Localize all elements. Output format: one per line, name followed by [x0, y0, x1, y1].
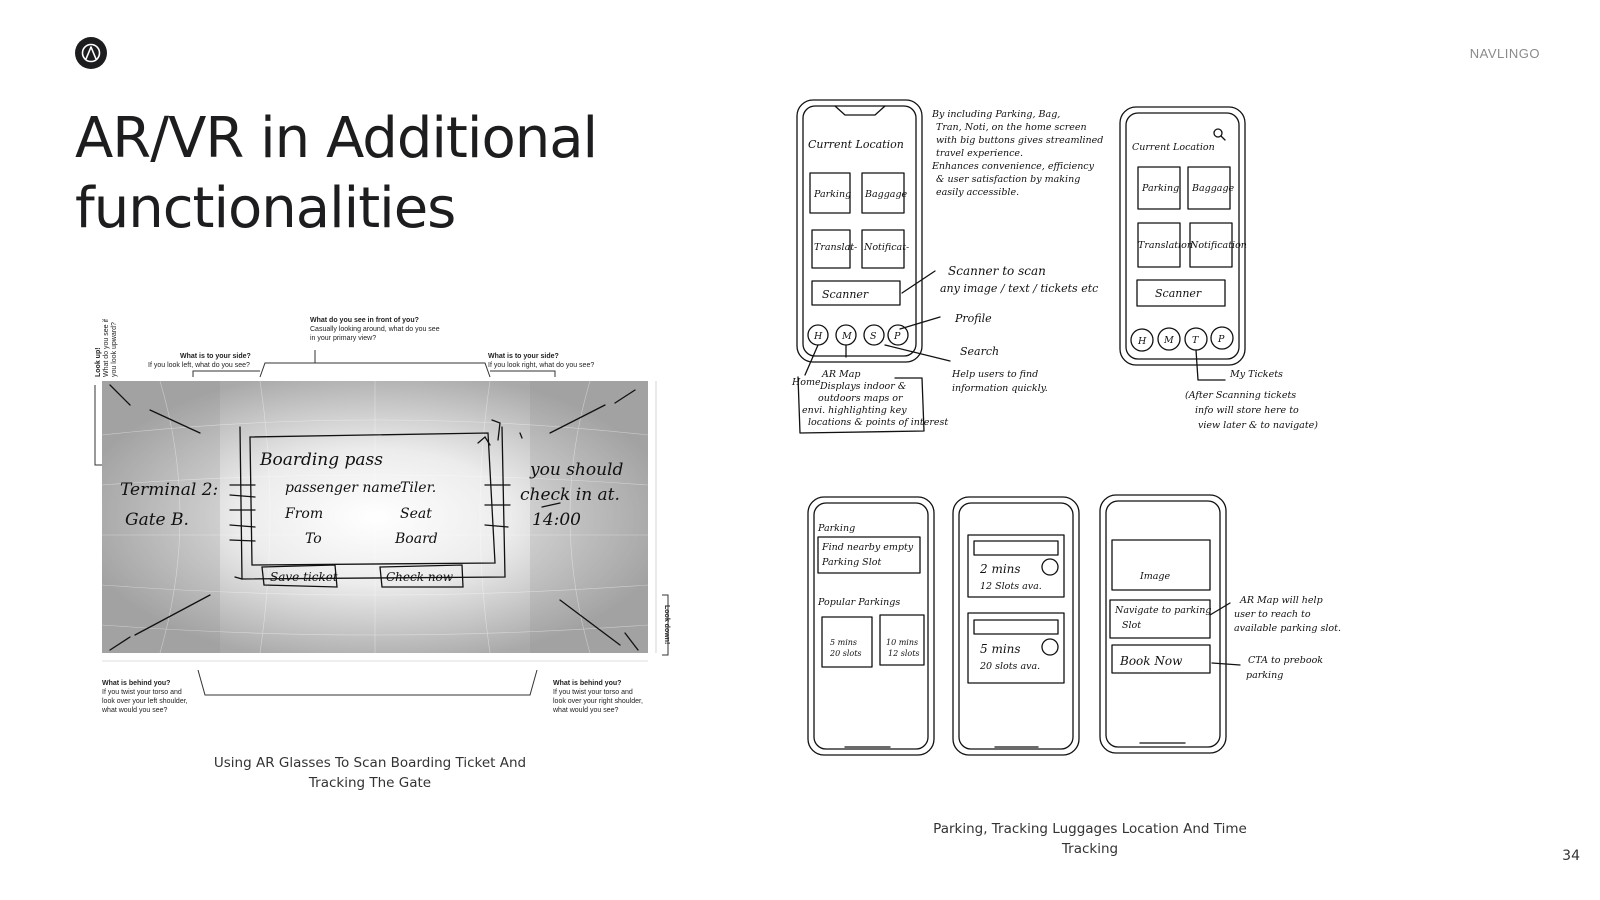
- svg-text:Baggage: Baggage: [1192, 183, 1235, 194]
- ar-caption-line-2: Tracking The Gate: [308, 775, 432, 791]
- svg-text:M: M: [1164, 335, 1174, 346]
- svg-text:H: H: [814, 331, 823, 342]
- sketch-figure-caption: [930, 819, 1250, 859]
- svg-text:Profile: Profile: [955, 312, 992, 325]
- svg-text:any image / text / tickets etc: any image / text / tickets etc: [940, 282, 1099, 295]
- app-wireframe-sketches: [792, 95, 1370, 780]
- svg-text:What is to your side?: What is to your side?: [488, 353, 559, 360]
- svg-text:Look down!: Look down!: [663, 605, 670, 645]
- svg-text:passenger name: passenger name: [285, 480, 402, 496]
- svg-text:you look upward?: you look upward?: [111, 322, 118, 377]
- svg-text:2 mins: 2 mins: [980, 562, 1021, 576]
- svg-text:Search: Search: [960, 345, 1000, 358]
- svg-text:locations & points of interest: locations & points of interest: [808, 417, 949, 428]
- svg-text:What do you see if: What do you see if: [103, 319, 110, 377]
- svg-text:what would you see?: what would you see?: [102, 707, 168, 714]
- page-title-line-2: functionalities: [75, 176, 456, 241]
- svg-text:Translation: Translation: [1138, 240, 1193, 251]
- svg-text:10 mins: 10 mins: [886, 638, 919, 647]
- svg-text:Look up!: Look up!: [95, 347, 102, 377]
- svg-text:20 slots ava.: 20 slots ava.: [980, 661, 1041, 672]
- svg-text:CTA to prebook: CTA to prebook: [1248, 655, 1324, 666]
- svg-text:H: H: [1138, 336, 1147, 347]
- svg-text:What do you see in front of yo: What do you see in front of you?: [310, 317, 419, 324]
- svg-text:with big buttons gives streaml: with big buttons gives streamlined: [936, 135, 1104, 146]
- svg-text:easily accessible.: easily accessible.: [936, 187, 1020, 198]
- svg-text:Help users to find: Help users to find: [952, 369, 1039, 380]
- svg-text:Parking: Parking: [814, 189, 852, 200]
- page-number: 34: [1562, 848, 1580, 864]
- svg-text:Notificat-: Notificat-: [864, 242, 910, 253]
- svg-text:P: P: [1218, 334, 1225, 345]
- svg-text:My Tickets: My Tickets: [1230, 369, 1283, 380]
- svg-text:Parking: Parking: [818, 523, 856, 534]
- svg-text:T: T: [1192, 335, 1199, 346]
- svg-text:envi. highlighting key: envi. highlighting key: [802, 405, 907, 416]
- svg-text:Parking Slot: Parking Slot: [822, 557, 882, 568]
- svg-text:5 mins: 5 mins: [980, 642, 1021, 656]
- svg-text:Slot: Slot: [1122, 620, 1142, 631]
- svg-text:AR Map: AR Map: [822, 369, 861, 380]
- svg-text:Current Location: Current Location: [1132, 142, 1215, 153]
- svg-text:parking: parking: [1246, 670, 1284, 681]
- svg-text:5 mins: 5 mins: [830, 638, 858, 647]
- page-title-line-1: AR/VR in Additional: [75, 106, 598, 171]
- svg-text:If you look right, what do you: If you look right, what do you see?: [488, 362, 595, 369]
- svg-text:14:00: 14:00: [532, 510, 581, 530]
- svg-text:To: To: [305, 531, 322, 547]
- svg-text:Displays indoor &: Displays indoor &: [820, 381, 907, 392]
- svg-text:Save ticket: Save ticket: [270, 570, 338, 584]
- svg-text:(After Scanning tickets: (After Scanning tickets: [1185, 390, 1297, 401]
- svg-text:Find nearby empty: Find nearby empty: [822, 542, 914, 553]
- svg-text:If you look left, what do you: If you look left, what do you see?: [148, 362, 250, 369]
- ar-figure-caption: [200, 753, 540, 793]
- svg-text:Translat-: Translat-: [814, 242, 858, 253]
- svg-text:If you twist your torso and: If you twist your torso and: [553, 689, 633, 696]
- navlingo-logo-icon: [75, 37, 107, 69]
- svg-text:20 slots: 20 slots: [830, 649, 862, 658]
- svg-text:S: S: [870, 331, 877, 342]
- sketch-caption-line-2: Tracking: [1061, 841, 1119, 857]
- svg-text:Boarding pass: Boarding pass: [260, 450, 384, 470]
- ar-caption-line-1: Using AR Glasses To Scan Boarding Ticket And: [213, 755, 527, 771]
- svg-text:Tiler.: Tiler.: [400, 480, 437, 496]
- svg-text:Image: Image: [1140, 571, 1171, 582]
- svg-text:look over your left shoulder,: look over your left shoulder,: [102, 698, 188, 705]
- sketch-caption-line-1: Parking, Tracking Luggages Location And Time: [933, 821, 1247, 837]
- svg-text:Terminal 2:: Terminal 2:: [120, 480, 219, 500]
- svg-text:available parking slot.: available parking slot.: [1234, 623, 1341, 634]
- svg-text:Notification: Notification: [1190, 240, 1247, 251]
- svg-text:info will store here to: info will store here to: [1195, 405, 1299, 416]
- svg-text:If you twist your torso and: If you twist your torso and: [102, 689, 182, 696]
- svg-text:What is to your side?: What is to your side?: [180, 353, 251, 360]
- svg-text:what would you see?: what would you see?: [553, 707, 619, 714]
- svg-text:12 slots: 12 slots: [888, 649, 920, 658]
- svg-text:Enhances convenience, efficien: Enhances convenience, efficiency: [932, 161, 1094, 172]
- brand-name: NAVLINGO: [1469, 46, 1540, 61]
- svg-text:& user satisfaction by making: & user satisfaction by making: [936, 174, 1081, 185]
- svg-text:What is behind you?: What is behind you?: [102, 680, 171, 687]
- svg-text:Home: Home: [792, 377, 821, 388]
- svg-text:outdoors maps or: outdoors maps or: [818, 393, 903, 404]
- svg-text:Navigate to parking: Navigate to parking: [1115, 605, 1212, 616]
- svg-text:information quickly.: information quickly.: [952, 383, 1048, 394]
- svg-text:Board: Board: [395, 531, 438, 547]
- svg-text:Scanner to scan: Scanner to scan: [948, 264, 1046, 278]
- svg-text:Current Location: Current Location: [808, 138, 904, 151]
- svg-text:From: From: [285, 506, 324, 522]
- svg-text:in your primary view?: in your primary view?: [310, 335, 377, 342]
- page-title: [75, 104, 695, 244]
- svg-text:Seat: Seat: [400, 506, 432, 522]
- svg-text:user to reach to: user to reach to: [1234, 609, 1311, 620]
- svg-text:Check now: Check now: [386, 570, 454, 584]
- svg-text:By including Parking, Bag,: By including Parking, Bag,: [932, 109, 1061, 120]
- ar-boarding-pass-sketch: [90, 315, 690, 745]
- svg-text:Baggage: Baggage: [865, 189, 908, 200]
- svg-text:AR Map will help: AR Map will help: [1240, 595, 1323, 606]
- svg-text:12 Slots ava.: 12 Slots ava.: [980, 581, 1042, 592]
- svg-text:check in at.: check in at.: [520, 485, 620, 505]
- svg-text:Scanner: Scanner: [822, 288, 869, 301]
- svg-text:What is behind you?: What is behind you?: [553, 680, 622, 687]
- svg-text:Book Now: Book Now: [1120, 654, 1183, 668]
- svg-text:Popular Parkings: Popular Parkings: [818, 597, 901, 608]
- svg-text:Tran, Noti, on the home screen: Tran, Noti, on the home screen: [936, 122, 1087, 133]
- svg-text:look over your right shoulder,: look over your right shoulder,: [553, 698, 643, 705]
- svg-text:Scanner: Scanner: [1155, 287, 1202, 300]
- svg-text:M: M: [842, 331, 852, 342]
- svg-text:travel experience.: travel experience.: [936, 148, 1024, 159]
- svg-text:you should: you should: [530, 460, 624, 480]
- svg-text:Gate B.: Gate B.: [125, 510, 189, 530]
- svg-text:Casually looking around, what: Casually looking around, what do you see: [310, 326, 440, 333]
- svg-text:Parking: Parking: [1142, 183, 1180, 194]
- svg-text:view later & to navigate): view later & to navigate): [1198, 420, 1318, 431]
- svg-text:P: P: [894, 331, 901, 342]
